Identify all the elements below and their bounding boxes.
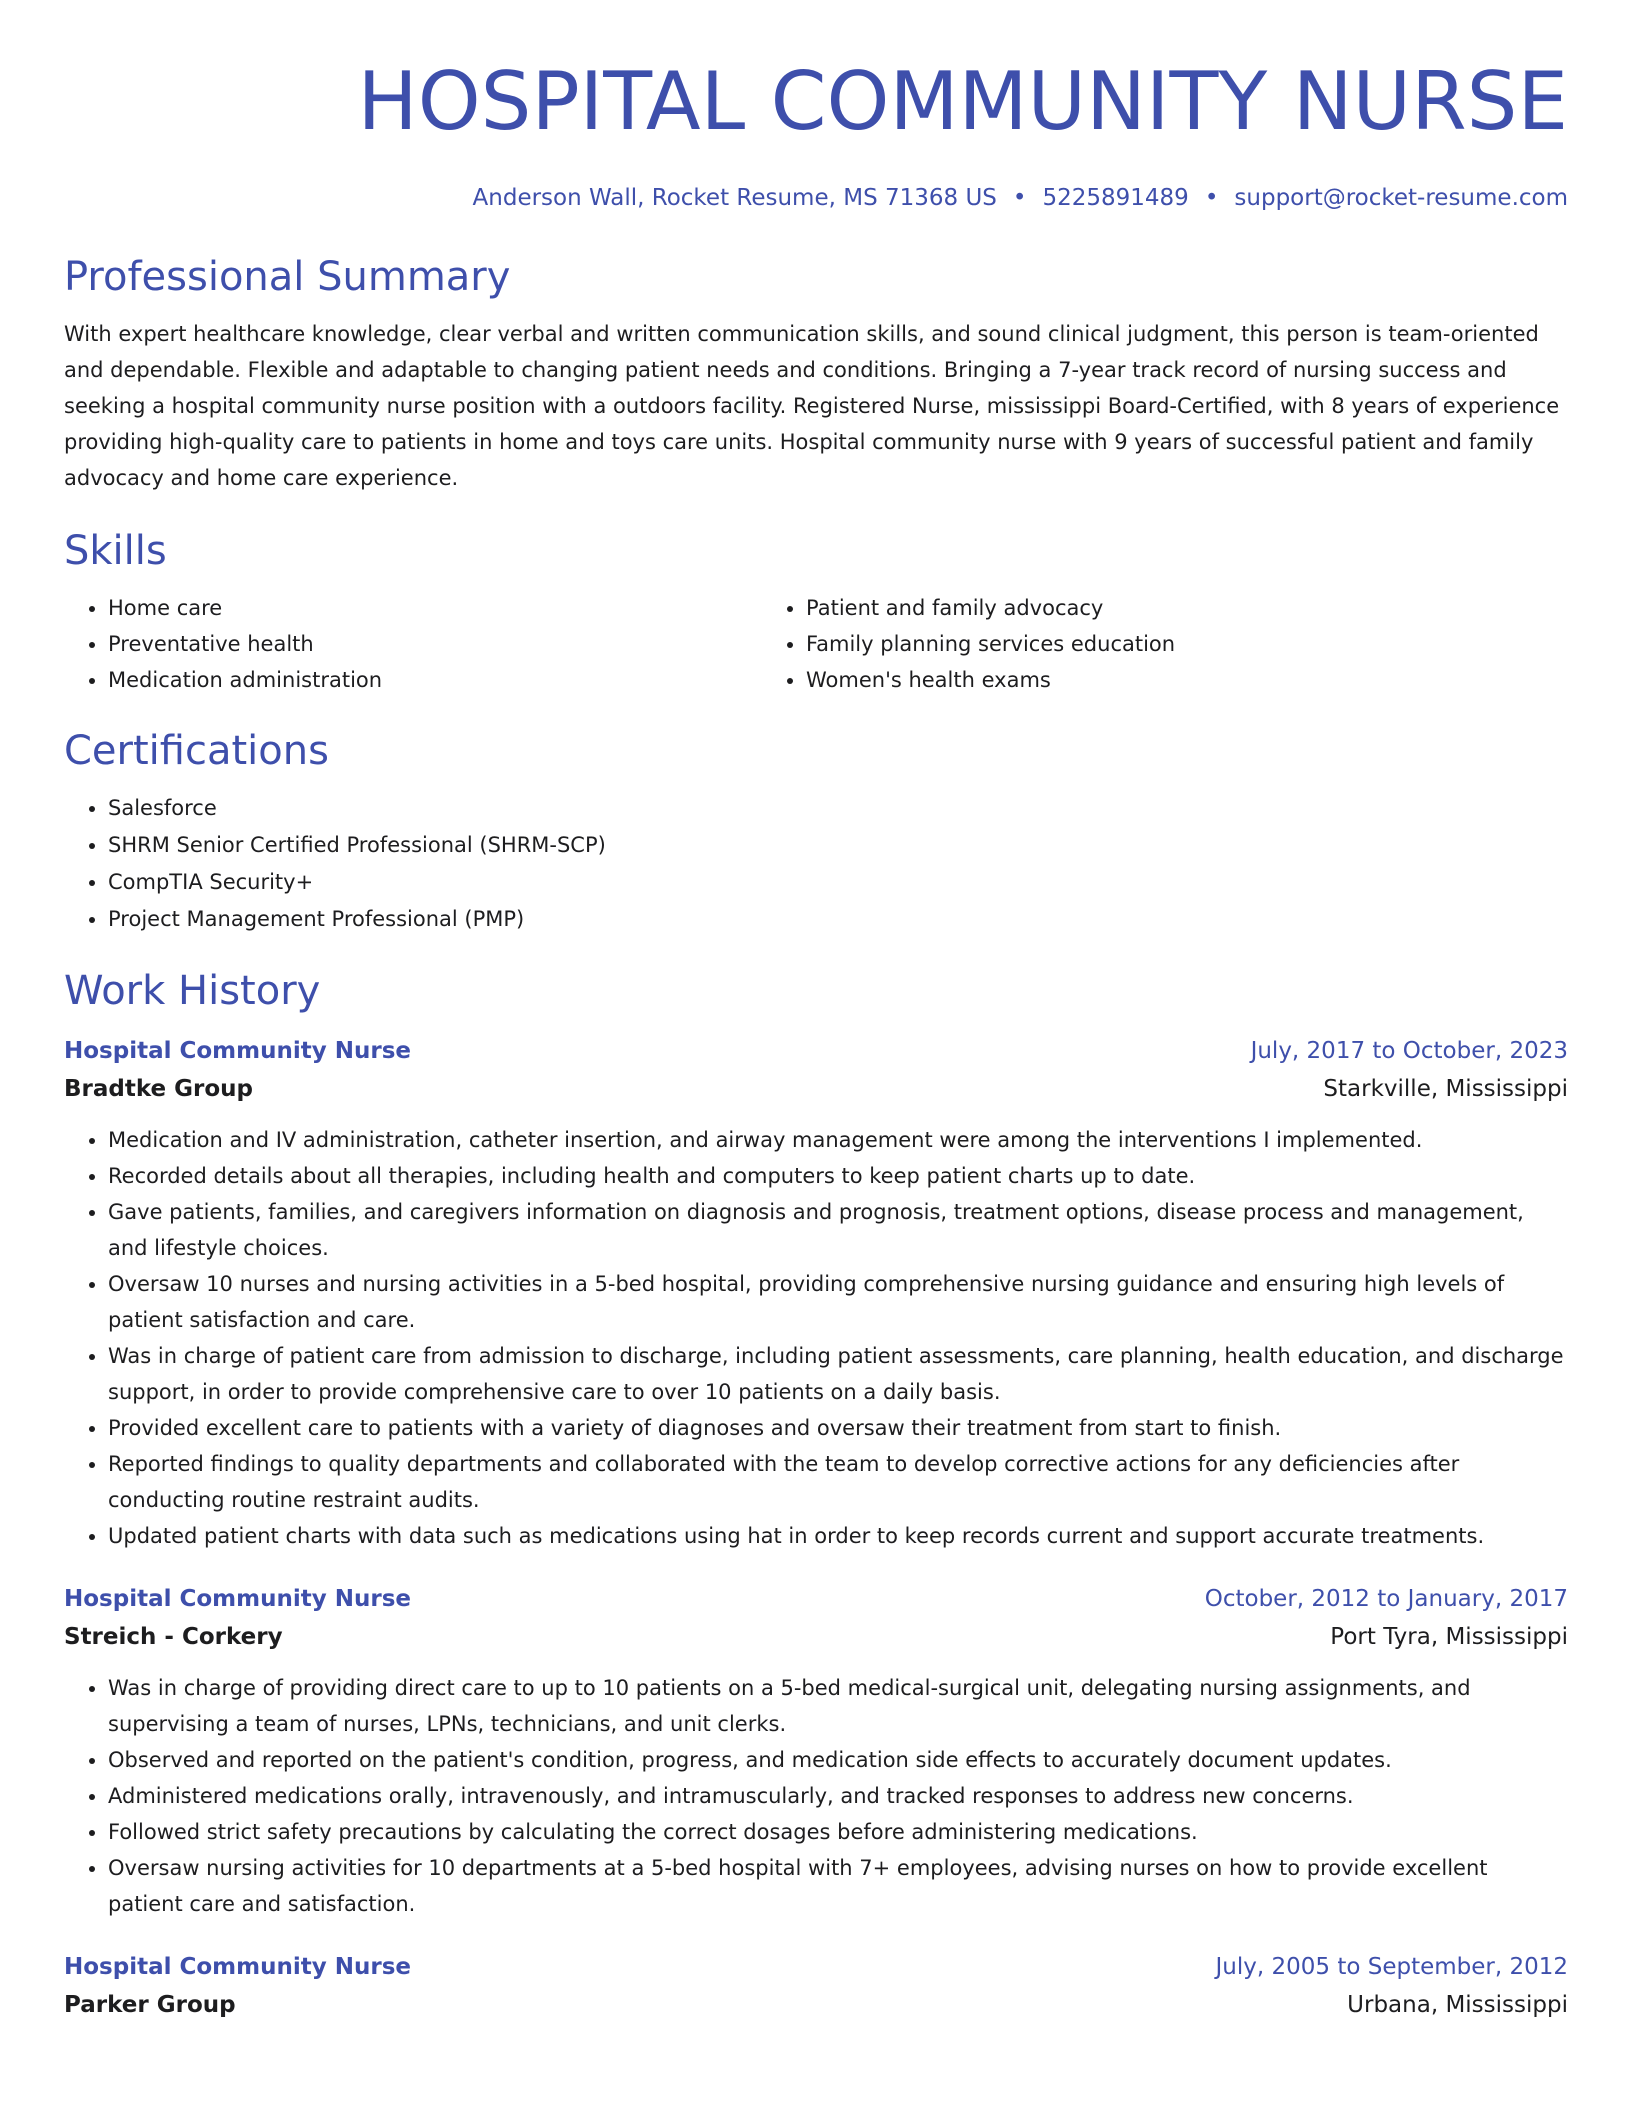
summary-heading: Professional Summary bbox=[64, 254, 511, 300]
job-duty: • Was in charge of patient care from admission to discharge, including patient assessments, care planning, health education, and discharge support, in order to provide comprehensive care to over 10 patients on a daily basis. bbox=[108, 1338, 1568, 1410]
skills-list-left bbox=[64, 590, 762, 698]
resume-page bbox=[64, 0, 1568, 2024]
job-duty: • Was in charge of providing direct care to up to 10 patients on a 5-bed medical-surgical unit, delegating nursing assignments, and supervising a team of nurses, LPNs, technicians, and unit clerks. bbox=[108, 1670, 1568, 1742]
job-duty: • Followed strict safety precautions by calculating the correct dosages before administering medications. bbox=[108, 1814, 1568, 1850]
skill-item: • Preventative health bbox=[108, 626, 762, 662]
job-duty: • Reported findings to quality departments and collaborated with the team to develop corrective actions for any deficiencies after conducting routine restraint audits. bbox=[108, 1446, 1568, 1518]
job-location: Port Tyra, Mississippi bbox=[1330, 1624, 1568, 1650]
job-employer-row bbox=[64, 1070, 1568, 1108]
job-duty: • Oversaw 10 nurses and nursing activities in a 5-bed hospital, providing comprehensive nursing guidance and ensuring high levels of patient satisfaction and care. bbox=[108, 1266, 1568, 1338]
job-duty: • Administered medications orally, intravenously, and intramuscularly, and tracked responses to address new concerns. bbox=[108, 1778, 1568, 1814]
skill-item: • Family planning services education bbox=[806, 626, 1460, 662]
job-dates: October, 2012 to January, 2017 bbox=[1204, 1586, 1568, 1612]
job-header-row bbox=[64, 1032, 1568, 1070]
skill-item: • Home care bbox=[108, 590, 762, 626]
job-entry bbox=[64, 1948, 1568, 2024]
job-dates: July, 2005 to September, 2012 bbox=[1215, 1954, 1568, 1980]
job-company: Streich - Corkery bbox=[64, 1624, 283, 1650]
job-duty: • Medication and IV administration, catheter insertion, and airway management were among the interventions I implemented. bbox=[108, 1122, 1568, 1158]
job-header-row bbox=[64, 1580, 1568, 1618]
separator-dot: • bbox=[1204, 185, 1219, 211]
job-employer-row bbox=[64, 1986, 1568, 2024]
page-title: HOSPITAL COMMUNITY NURSE bbox=[357, 55, 1568, 148]
work-history-heading: Work History bbox=[64, 968, 321, 1014]
job-location: Starkville, Mississippi bbox=[1323, 1076, 1568, 1102]
job-title: Hospital Community Nurse bbox=[64, 1954, 411, 1980]
job-duty: • Recorded details about all therapies, including health and computers to keep patient charts up to date. bbox=[108, 1158, 1568, 1194]
job-duty: • Updated patient charts with data such as medications using hat in order to keep records current and support accurate treatments. bbox=[108, 1518, 1568, 1554]
skill-item: • Women's health exams bbox=[806, 662, 1460, 698]
job-dates: July, 2017 to October, 2023 bbox=[1250, 1038, 1568, 1064]
skills-list-right bbox=[762, 590, 1460, 698]
job-location: Urbana, Mississippi bbox=[1347, 1992, 1568, 2018]
certification-item: • SHRM Senior Certified Professional (SHRM-SCP) bbox=[108, 827, 1568, 864]
separator-dot: • bbox=[1012, 185, 1027, 211]
job-title: Hospital Community Nurse bbox=[64, 1038, 411, 1064]
contact-phone: 5225891489 bbox=[1042, 185, 1189, 211]
job-duties-list bbox=[64, 1122, 1568, 1554]
job-employer-row bbox=[64, 1618, 1568, 1656]
summary-text: With expert healthcare knowledge, clear verbal and written communication skills, and sound clinical judgment, this person is team-oriented and dependable. Flexible and adaptable to changing patient needs and conditions. Bringing a 7-year track record of nursing success and seeking a hospital community nurse position with a outdoors facility. Registered Nurse, mississippi Board-Certified, with 8 years of experience providing high-quality care to patients in home and toys care units. Hospital community nurse with 9 years of successful patient and family advocacy and home care experience. bbox=[64, 322, 1560, 490]
job-header-row bbox=[64, 1948, 1568, 1986]
certification-item: • Project Management Professional (PMP) bbox=[108, 901, 1568, 938]
job-entry bbox=[64, 1032, 1568, 1554]
skills-columns bbox=[64, 590, 1568, 698]
job-company: Bradtke Group bbox=[64, 1076, 253, 1102]
skills-heading: Skills bbox=[64, 528, 167, 574]
certification-item: • CompTIA Security+ bbox=[108, 864, 1568, 901]
contact-address: Anderson Wall, Rocket Resume, MS 71368 US bbox=[472, 185, 997, 211]
skill-item: • Patient and family advocacy bbox=[806, 590, 1460, 626]
certifications-heading: Certifications bbox=[64, 728, 329, 774]
job-duty: • Oversaw nursing activities for 10 departments at a 5-bed hospital with 7+ employees, advising nurses on how to provide excellent patient care and satisfaction. bbox=[108, 1850, 1568, 1922]
contact-email: support@rocket-resume.com bbox=[1234, 185, 1568, 211]
job-entry bbox=[64, 1580, 1568, 1922]
skill-item: • Medication administration bbox=[108, 662, 762, 698]
job-company: Parker Group bbox=[64, 1992, 236, 2018]
job-duty: • Gave patients, families, and caregivers information on diagnosis and prognosis, treatment options, disease process and management, and lifestyle choices. bbox=[108, 1194, 1568, 1266]
job-duties-list bbox=[64, 1670, 1568, 1922]
contact-line bbox=[64, 182, 1568, 214]
job-duty: • Observed and reported on the patient's condition, progress, and medication side effects to accurately document updates. bbox=[108, 1742, 1568, 1778]
job-duty: • Provided excellent care to patients with a variety of diagnoses and oversaw their treatment from start to finish. bbox=[108, 1410, 1568, 1446]
certifications-list bbox=[64, 790, 1568, 938]
certification-item: • Salesforce bbox=[108, 790, 1568, 827]
job-title: Hospital Community Nurse bbox=[64, 1586, 411, 1612]
